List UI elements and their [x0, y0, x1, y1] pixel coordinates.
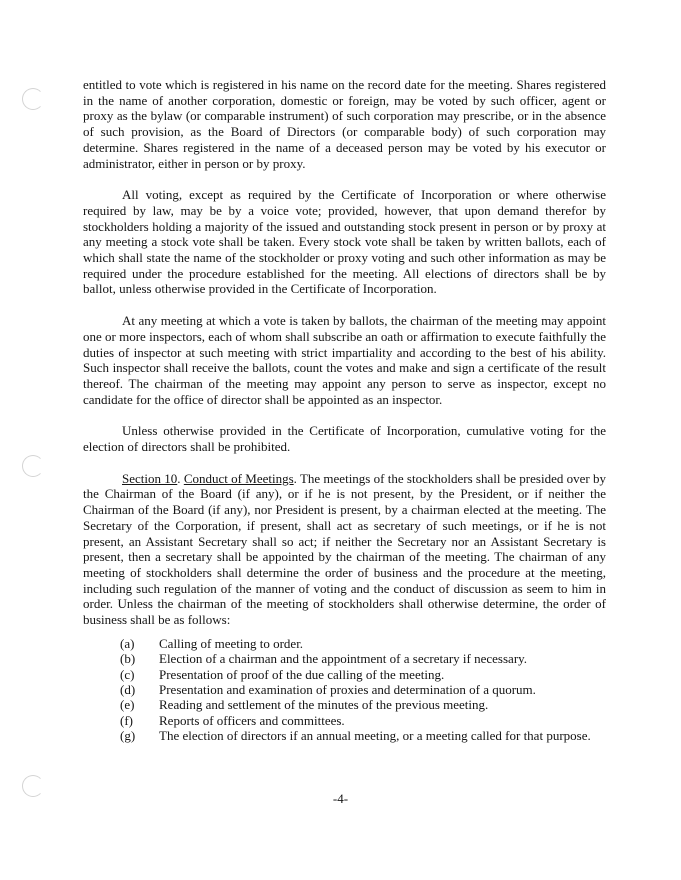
- section-number: Section 10: [122, 470, 178, 486]
- list-item-label: (g): [120, 728, 136, 744]
- list-item: [83, 651, 606, 666]
- section-title: Conduct of Meetings: [183, 470, 294, 486]
- list-item-text: The election of directors if an annual meeting, or a meeting called for that purpose.: [159, 728, 591, 744]
- document-body: [83, 77, 606, 744]
- list-item: [83, 667, 606, 682]
- list-item-text: Calling of meeting to order.: [159, 635, 304, 651]
- list-item-label: (b): [120, 651, 136, 667]
- list-item: [83, 728, 606, 743]
- list-item-label: (a): [120, 635, 135, 651]
- punch-hole-middle: [22, 455, 44, 477]
- list-item-text: Presentation and examination of proxies and determination of a quorum.: [159, 682, 536, 698]
- paragraph-voting: All voting, except as required by the Certificate of Incorporation or where otherwise required by law, may be by a voice vote; provided, however, that upon demand therefor by stockholders holding a majority of the issued and outstanding stock present in person or by proxy at any meeting a stock vote shall be taken. Every stock vote shall be taken by written ballots, each of which shall state the name of the stockholder or proxy voting and such other information as may be required under the procedure established for the meeting. All elections of directors shall be by ballot, unless otherwise provided in the Certificate of Incorporation.: [83, 187, 606, 297]
- order-of-business-list: [83, 636, 606, 744]
- list-item: [83, 636, 606, 651]
- punch-hole-top: [22, 88, 44, 110]
- list-item-text: Presentation of proof of the due calling of the meeting.: [159, 666, 445, 682]
- list-item-text: Reading and settlement of the minutes of the previous meeting.: [159, 697, 489, 713]
- list-item-label: (f): [120, 712, 133, 728]
- list-item-text: Reports of officers and committees.: [159, 712, 345, 728]
- paragraph-cumulative-voting: Unless otherwise provided in the Certificate of Incorporation, cumulative voting for the election of directors shall be prohibited.: [83, 423, 606, 455]
- paragraph-inspectors: At any meeting at which a vote is taken by ballots, the chairman of the meeting may appoint one or more inspectors, each of whom shall subscribe an oath or affirmation to execute faithfully the duties of inspector at such meeting with strict impartiality and according to the best of his ability. Such inspector shall receive the ballots, count the votes and make and sign a certificate of the result thereof. The chairman of the meeting may appoint any person to serve as inspector, except no candidate for the office of director shall be appointed as an inspector.: [83, 313, 606, 407]
- list-item-label: (e): [120, 697, 135, 713]
- list-item-text: Election of a chairman and the appointment of a secretary if necessary.: [159, 651, 528, 667]
- list-item: [83, 697, 606, 712]
- list-item: [83, 682, 606, 697]
- page-number: -4-: [332, 791, 349, 806]
- list-item: [83, 713, 606, 728]
- section-10-paragraph: Section 10. Conduct of Meetings. The meetings of the stockholders shall be presided over by the Chairman of the Board (if any), or if he is not present, by the President, or if neither the Chairman of the Board (if any), nor President is present, by a chairman elected at the meeting. The Secretary of the Corporation, if present, shall act as secretary of such meetings, or if he is not present, an Assistant Secretary shall so act; if neither the Secretary nor an Assistant Secretary is present, then a secretary shall be appointed by the chairman of the meeting. The chairman of any meeting of stockholders shall determine the order of business and the procedure at the meeting, including such regulation of the manner of voting and the conduct of discussion as seem to him in order. Unless the chairman of the meeting of stockholders shall otherwise determine, the order of business shall be as follows:: [83, 470, 606, 628]
- list-item-label: (d): [120, 682, 136, 698]
- section-body: The meetings of the stockholders shall be presided over by the Chairman of the Board (if any), or if he is not present, by the President, or if neither the Chairman of the Board (if any), nor President is present, by a chairman elected at the meeting. The Secretary of the Corporation, if present, shall act as secretary of such meetings, or if he is not present, an Assistant Secretary shall so act; if neither the Secretary nor an Assistant Secretary is present, then a secretary shall be appointed by the chairman of the meeting. The chairman of any meeting of stockholders shall determine the order of business and the procedure at the meeting, including such regulation of the manner of voting and the conduct of discussion as seem to him in order. Unless the chairman of the meeting of stockholders shall otherwise determine, the order of business shall be as follows:: [83, 470, 606, 628]
- list-item-label: (c): [120, 666, 135, 682]
- paragraph-shares-registered: entitled to vote which is registered in his name on the record date for the meeting. Shares registered in the name of another corporation, domestic or foreign, may be voted by such officer, agent or proxy as the bylaw (or comparable instrument) of such corporation may prescribe, or in the absence of such provision, as the Board of Directors (or comparable body) of such corporation may determine. Shares registered in the name of a deceased person may be voted by his executor or administrator, either in person or by proxy.: [83, 77, 606, 171]
